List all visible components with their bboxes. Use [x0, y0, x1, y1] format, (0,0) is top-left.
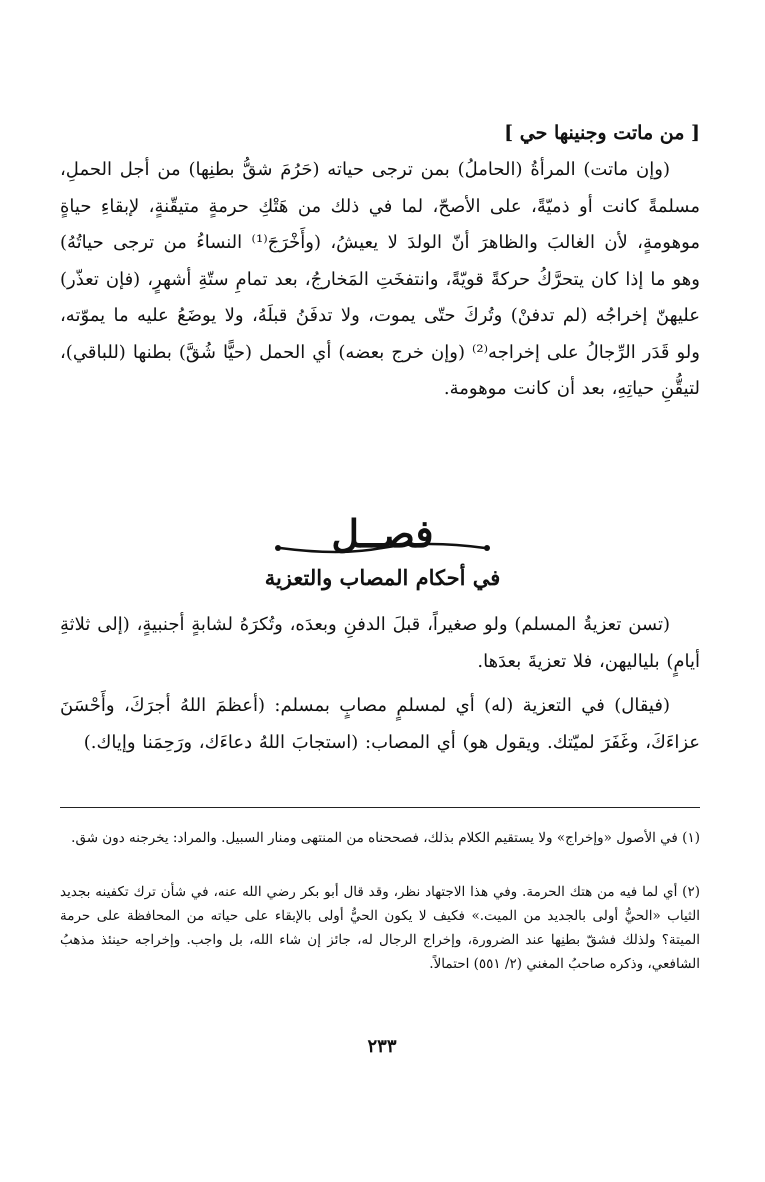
- paragraph-condolence-ruling: [60, 607, 700, 680]
- footnote-divider: [60, 807, 700, 808]
- section-heading: [ من ماتت وجنينها حي ]: [504, 122, 700, 144]
- paragraph-condolence-words: [60, 688, 700, 761]
- fasl-calligraphy: فصــل: [331, 511, 434, 556]
- chapter-title: في أحكام المصاب والتعزية: [264, 565, 501, 590]
- chapter-ornament: [250, 504, 515, 564]
- paragraph-dead-pregnant-woman: [60, 152, 700, 408]
- paragraph-3-text: (فيقال) في التعزية (له) أي لمسلمٍ مصابٍ بمسلم: (أعظمَ اللهُ أجرَكَ، وأَحْسَنَ عزاءَكَ، وغَفَرَ لميّتك. ويقول هو) أي المصاب: (استجابَ اللهُ دعاءَك، ورَحِمَنا وإياك.): [60, 695, 700, 753]
- footnote-2: (٢) أي لما فيه من هتك الحرمة. وفي هذا الاجتهاد نظر، وقد قال أبو بكر رضي الله عنه، في شأن ترك تكفينه بجديد الثياب «الحيُّ أولى بالجديد من الميت.» فكيف لا يكون الحيُّ أولى بالإبقاء على حياته من المحافظة على حرمة الميتة؟ ولذلك فشقّ بطنِها عند الضرورة، وإخراج الرجال له، جائز إن شاء الله، بل واجب. وإخراجه حينئذ مذهبُ الشافعي، وذكره صاحبُ المغني (٢/ ٥٥١) احتمالاً.: [60, 884, 700, 972]
- page-number: ٢٣٣: [367, 1036, 397, 1057]
- paragraph-1-text: (وإن ماتت) المرأةُ (الحاملُ) بمن ترجى حياته (حَرُمَ شقُّ بطنِها) من أجل الحملِ، مسلمةً كانت أو ذميّةً، على الأصحّ، لما في ذلك من هَتْكِ حرمةٍ متيقّنةٍ، لإبقاءِ حياةٍ موهومةٍ، لأن الغالبَ والظاهرَ أنّ الولدَ لا يعيشُ، (وأَخْرَجَ⁽¹⁾ النساءُ من ترجى حياتُهُ) وهو ما إذا كان يتحرَّكُ حركةً قويّةً، وانتفخَتِ المَخارجُ، بعد تمامِ ستّةِ أشهرٍ، (فإن تعذّر) عليهنّ إخراجُه (لم تدفنْ) وتُركَ حتّى يموت، ولا تدفَنُ قبلَهُ، ولا يوضَعُ عليه ما يموّته، ولو قَدَر الرِّجالُ على إخراجه⁽²⁾ (وإن خرج بعضه) أي الحمل (حيًّا شُقَّ) بطنها (للباقي)، لتيقُّنِ حياتِهِ، بعد أن كانت موهومة.: [60, 159, 701, 399]
- footnote-1: (١) في الأصول «وإخراج» ولا يستقيم الكلام بذلك، فصححناه من المنتهى ومنار السبيل. والمراد: يخرجنه دون شق.: [71, 830, 700, 846]
- paragraph-2-text: (تسن تعزيةُ المسلم) ولو صغيراً، قبلَ الدفنِ وبعدَه، وتُكرَهُ لشابةٍ أجنبيةٍ، (إلى ثلاثةِ أيامٍ) بلياليهن، فلا تعزيةَ بعدَها.: [60, 614, 700, 672]
